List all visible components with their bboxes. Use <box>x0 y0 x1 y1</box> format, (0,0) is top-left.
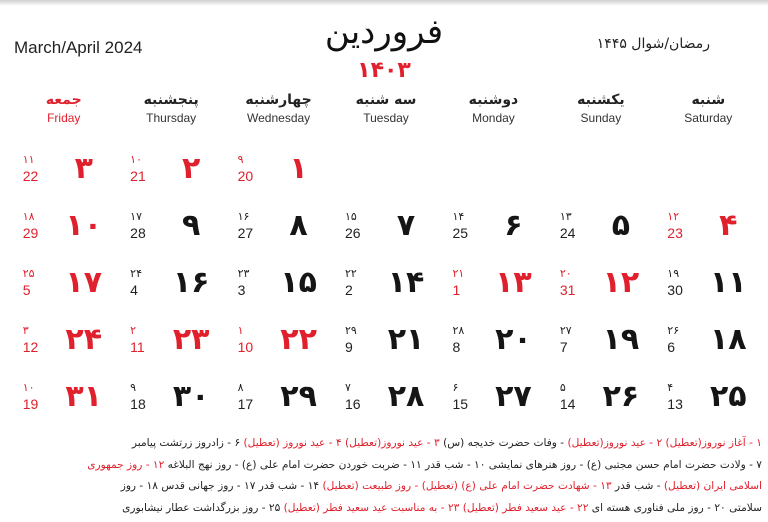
gregorian-day-number: 26 <box>345 224 361 241</box>
weekday-persian-label: چهارشنبه <box>245 92 312 108</box>
day-cell[interactable] <box>332 368 439 425</box>
day-cell[interactable] <box>225 311 332 368</box>
secondary-dates <box>560 381 586 413</box>
gregorian-day-number: 5 <box>22 281 31 298</box>
hijri-day-number: ۷ <box>345 380 351 394</box>
hijri-day-number: ۱۹ <box>667 266 680 280</box>
holiday-occasion-text: ۱ - آغاز نوروز(تعطیل) ۲ - عید نوروز(تعطیل) <box>567 437 762 449</box>
weekday-persian-label: جمعه <box>45 92 82 108</box>
gregorian-day-number: 2 <box>345 281 353 298</box>
day-cell[interactable] <box>547 197 654 254</box>
persian-day-number: ۱۳ <box>495 265 532 300</box>
gregorian-month-title: March/April 2024 <box>14 38 143 57</box>
persian-day-number: ۵ <box>611 208 631 243</box>
weekday-wednesday <box>225 92 332 132</box>
hijri-day-number: ۲۰ <box>559 266 572 280</box>
gregorian-day-number: 13 <box>667 395 683 412</box>
gregorian-day-number: 29 <box>22 224 39 241</box>
gregorian-day-number: 4 <box>130 281 138 298</box>
occasion-text: ۶ - زادروز زرتشت پیامبر <box>131 437 244 449</box>
secondary-dates <box>238 153 264 185</box>
persian-day-number: ۹ <box>182 208 201 243</box>
hijri-day-number: ۹ <box>130 380 137 394</box>
holiday-occasion-text: اسلامی ایران (تعطیل) <box>663 480 762 492</box>
persian-day-number: ۴ <box>719 208 738 243</box>
weekday-persian-label: سه شنبه <box>355 92 417 108</box>
day-cell[interactable] <box>225 140 332 197</box>
day-cell[interactable] <box>10 197 117 254</box>
hijri-day-number: ۳ <box>22 323 29 337</box>
holiday-occasion-text: ۱۳ - شهادت حضرت امام علی (ع) (تعطیل) - روز طبیعت (تعطیل) <box>322 480 612 492</box>
secondary-dates <box>130 324 156 356</box>
occasion-text: ۷ - ولادت حضرت امام حسن مجتبی (ع) - روز هنرهای نمایشی ۱۰ - شب قدر ۱۱ - ضربت خوردن حضرت امام علی (ع) - روز نهج البلاغه <box>164 458 762 471</box>
secondary-dates <box>345 267 371 299</box>
gregorian-day-number: 3 <box>237 281 246 298</box>
gregorian-day-number: 31 <box>559 281 576 298</box>
weekday-thursday <box>117 92 224 132</box>
gregorian-day-number: 30 <box>667 281 683 298</box>
secondary-dates <box>345 381 371 413</box>
persian-day-number: ۲۲ <box>280 322 317 357</box>
weekday-english-label: Tuesday <box>363 111 409 125</box>
occasions-line <box>10 433 762 455</box>
hijri-day-number: ۲۶ <box>667 323 680 337</box>
persian-day-number: ۳۱ <box>65 379 103 414</box>
hijri-day-number: ۱۳ <box>559 209 572 223</box>
gregorian-day-number: 27 <box>237 224 254 241</box>
persian-day-number: ۶ <box>504 208 523 243</box>
hijri-day-number: ۱۵ <box>345 209 357 223</box>
gregorian-day-number: 22 <box>22 167 39 184</box>
gregorian-day-number: 6 <box>667 338 676 355</box>
hijri-day-number: ۲۱ <box>452 266 465 280</box>
persian-day-number: ۲۳ <box>172 322 210 357</box>
gregorian-day-number: 11 <box>130 338 145 355</box>
hijri-day-number: ۱۸ <box>22 209 35 223</box>
secondary-dates <box>667 210 693 242</box>
hijri-day-number: ۱۴ <box>452 209 465 223</box>
hijri-month-title: رمضان/شوال ۱۴۴۵ <box>596 36 710 52</box>
occasion-text: سلامتی ۲۰ - روز ملی فناوری هسته ای <box>588 501 762 514</box>
weekday-english-label: Friday <box>47 111 81 125</box>
occasion-text: ۱۴ - شب قدر ۱۷ - روز جهانی قدس ۱۸ - روز <box>120 480 323 492</box>
weekday-english-label: Monday <box>472 111 515 125</box>
day-cell[interactable] <box>117 140 224 197</box>
day-cell[interactable] <box>440 368 547 425</box>
persian-day-number: ۲۸ <box>387 379 425 414</box>
persian-day-number: ۱۵ <box>280 265 317 300</box>
hijri-day-number: ۱ <box>237 323 244 337</box>
day-cell[interactable] <box>225 197 332 254</box>
secondary-dates <box>23 153 49 185</box>
secondary-dates <box>130 381 156 413</box>
hijri-day-number: ۱۶ <box>237 209 250 223</box>
gregorian-day-number: 24 <box>559 224 576 241</box>
persian-day-number: ۲۰ <box>495 322 532 357</box>
persian-day-number: ۱۰ <box>65 208 103 243</box>
gregorian-day-number: 23 <box>667 224 683 241</box>
weekday-persian-label: شنبه <box>691 92 726 108</box>
hijri-day-number: ۲۷ <box>559 323 572 337</box>
weekday-persian-label: دوشنبه <box>468 92 519 108</box>
persian-day-number: ۱۶ <box>172 265 210 300</box>
holiday-occasion-text: ۲۲ - عید سعید فطر (تعطیل) ۲۳ - به مناسبت عید سعید فطر (تعطیل) <box>283 501 589 514</box>
secondary-dates <box>560 210 586 242</box>
hijri-day-number: ۲۳ <box>237 266 250 280</box>
hijri-day-number: ۱۱ <box>22 152 35 166</box>
day-cell[interactable] <box>117 311 224 368</box>
hijri-day-number: ۲۹ <box>345 323 357 337</box>
hijri-day-number: ۴ <box>667 380 674 394</box>
secondary-dates <box>667 381 693 413</box>
day-cell[interactable] <box>332 311 439 368</box>
gregorian-day-number: 14 <box>559 395 576 412</box>
day-cell[interactable] <box>547 254 654 311</box>
secondary-dates <box>667 267 693 299</box>
weekday-english-label: Wednesday <box>247 111 311 125</box>
gregorian-day-number: 15 <box>452 395 469 412</box>
weekday-saturday <box>655 92 762 132</box>
occasion-text: - وفات حضرت خدیجه (س) <box>439 437 568 449</box>
day-cell[interactable] <box>332 197 439 254</box>
secondary-dates <box>560 324 586 356</box>
day-cell[interactable] <box>547 368 654 425</box>
persian-day-number: ۱۹ <box>602 322 640 357</box>
persian-month-title: فروردین <box>324 12 444 52</box>
gregorian-day-number: 1 <box>452 281 461 298</box>
secondary-dates <box>238 267 264 299</box>
hijri-day-number: ۲۵ <box>22 266 35 280</box>
gregorian-day-number: 28 <box>130 224 146 241</box>
persian-day-number: ۱۸ <box>709 322 747 357</box>
persian-day-number: ۱۷ <box>65 265 103 300</box>
day-cell[interactable] <box>10 368 117 425</box>
secondary-dates <box>23 267 49 299</box>
hijri-day-number: ۵ <box>559 380 566 394</box>
hijri-day-number: ۲۲ <box>345 266 357 280</box>
secondary-dates <box>130 210 156 242</box>
day-cell[interactable] <box>440 197 547 254</box>
occasions-line <box>10 455 762 477</box>
hijri-day-number: ۱۷ <box>130 209 142 223</box>
persian-day-number: ۲۹ <box>280 379 317 414</box>
day-cell[interactable] <box>655 254 762 311</box>
gregorian-day-number: 20 <box>237 167 254 184</box>
weekday-monday <box>440 92 547 132</box>
occasion-text: ۲۵ - روز بزرگداشت عطار نیشابوری <box>122 501 284 514</box>
secondary-dates <box>23 210 49 242</box>
persian-day-number: ۱۴ <box>387 265 425 300</box>
hijri-day-number: ۲ <box>130 323 137 337</box>
weekday-english-label: Thursday <box>146 111 197 125</box>
gregorian-day-number: 9 <box>345 338 353 355</box>
weekday-english-label: Sunday <box>580 111 622 125</box>
weekday-friday <box>10 92 117 132</box>
occasion-text: - شب قدر <box>611 480 664 492</box>
secondary-dates <box>130 153 156 185</box>
gregorian-day-number: 17 <box>237 395 254 412</box>
day-cell[interactable] <box>10 254 117 311</box>
day-cell[interactable] <box>547 311 654 368</box>
day-cell[interactable] <box>655 197 762 254</box>
persian-day-number: ۲۶ <box>602 379 640 414</box>
secondary-dates <box>452 210 478 242</box>
weekday-english-label: Saturday <box>684 111 733 125</box>
persian-day-number: ۲ <box>182 151 201 186</box>
secondary-dates <box>23 324 49 356</box>
gregorian-day-number: 10 <box>237 338 254 355</box>
weekday-persian-label: یکشنبه <box>577 92 625 108</box>
day-cell[interactable] <box>117 254 224 311</box>
day-cell[interactable] <box>440 311 547 368</box>
weekday-header-row <box>10 92 762 132</box>
persian-day-number: ۳۰ <box>172 379 210 414</box>
secondary-dates <box>345 210 371 242</box>
secondary-dates <box>130 267 156 299</box>
hijri-day-number: ۶ <box>452 380 459 394</box>
persian-day-number: ۱۲ <box>602 265 640 300</box>
day-cell[interactable] <box>332 254 439 311</box>
hijri-day-number: ۱۰ <box>130 152 142 166</box>
occasions-line <box>10 476 762 498</box>
secondary-dates <box>452 324 478 356</box>
hijri-day-number: ۹ <box>237 152 244 166</box>
persian-year: ۱۴۰۳ <box>357 58 411 83</box>
persian-day-number: ۲۵ <box>709 379 747 414</box>
hijri-day-number: ۱۲ <box>667 209 680 223</box>
secondary-dates <box>345 324 371 356</box>
calendar-grid <box>10 140 762 425</box>
hijri-day-number: ۸ <box>237 380 244 394</box>
gregorian-day-number: 18 <box>130 395 146 412</box>
secondary-dates <box>452 381 478 413</box>
secondary-dates <box>238 210 264 242</box>
gregorian-day-number: 19 <box>22 395 39 412</box>
persian-day-number: ۳ <box>74 151 93 186</box>
weekday-persian-label: پنجشنبه <box>143 92 199 108</box>
holiday-occasion-text: ۱۲ - روز جمهوری <box>87 458 165 471</box>
persian-day-number: ۱ <box>289 151 308 186</box>
day-cell[interactable] <box>10 140 117 197</box>
hijri-day-number: ۲۴ <box>130 266 142 280</box>
gregorian-day-number: 16 <box>345 395 361 412</box>
persian-day-number: ۲۷ <box>495 379 532 414</box>
top-edge-shadow <box>0 0 768 6</box>
secondary-dates <box>560 267 586 299</box>
gregorian-day-number: 21 <box>130 167 146 184</box>
day-cell[interactable] <box>117 197 224 254</box>
persian-day-number: ۱۱ <box>709 265 747 300</box>
persian-day-number: ۷ <box>396 208 416 243</box>
day-cell[interactable] <box>440 254 547 311</box>
gregorian-day-number: 25 <box>452 224 469 241</box>
secondary-dates <box>238 324 264 356</box>
persian-day-number: ۸ <box>289 208 308 243</box>
secondary-dates <box>667 324 693 356</box>
persian-day-number: ۲۴ <box>65 322 103 357</box>
day-cell[interactable] <box>225 254 332 311</box>
day-cell[interactable] <box>655 368 762 425</box>
day-cell[interactable] <box>10 311 117 368</box>
secondary-dates <box>23 381 49 413</box>
occasions-footer <box>10 433 762 519</box>
persian-day-number: ۲۱ <box>387 322 425 357</box>
hijri-day-number: ۱۰ <box>22 380 35 394</box>
day-cell[interactable] <box>655 311 762 368</box>
day-cell[interactable] <box>225 368 332 425</box>
occasions-line <box>10 498 762 520</box>
weekday-tuesday <box>332 92 439 132</box>
gregorian-day-number: 12 <box>22 338 39 355</box>
gregorian-day-number: 8 <box>452 338 461 355</box>
gregorian-day-number: 7 <box>559 338 568 355</box>
secondary-dates <box>452 267 478 299</box>
secondary-dates <box>238 381 264 413</box>
holiday-occasion-text: ۳ - عید نوروز(تعطیل) ۴ - عید نوروز (تعطیل) <box>243 437 440 449</box>
day-cell[interactable] <box>117 368 224 425</box>
weekday-sunday <box>547 92 654 132</box>
hijri-day-number: ۲۸ <box>452 323 465 337</box>
